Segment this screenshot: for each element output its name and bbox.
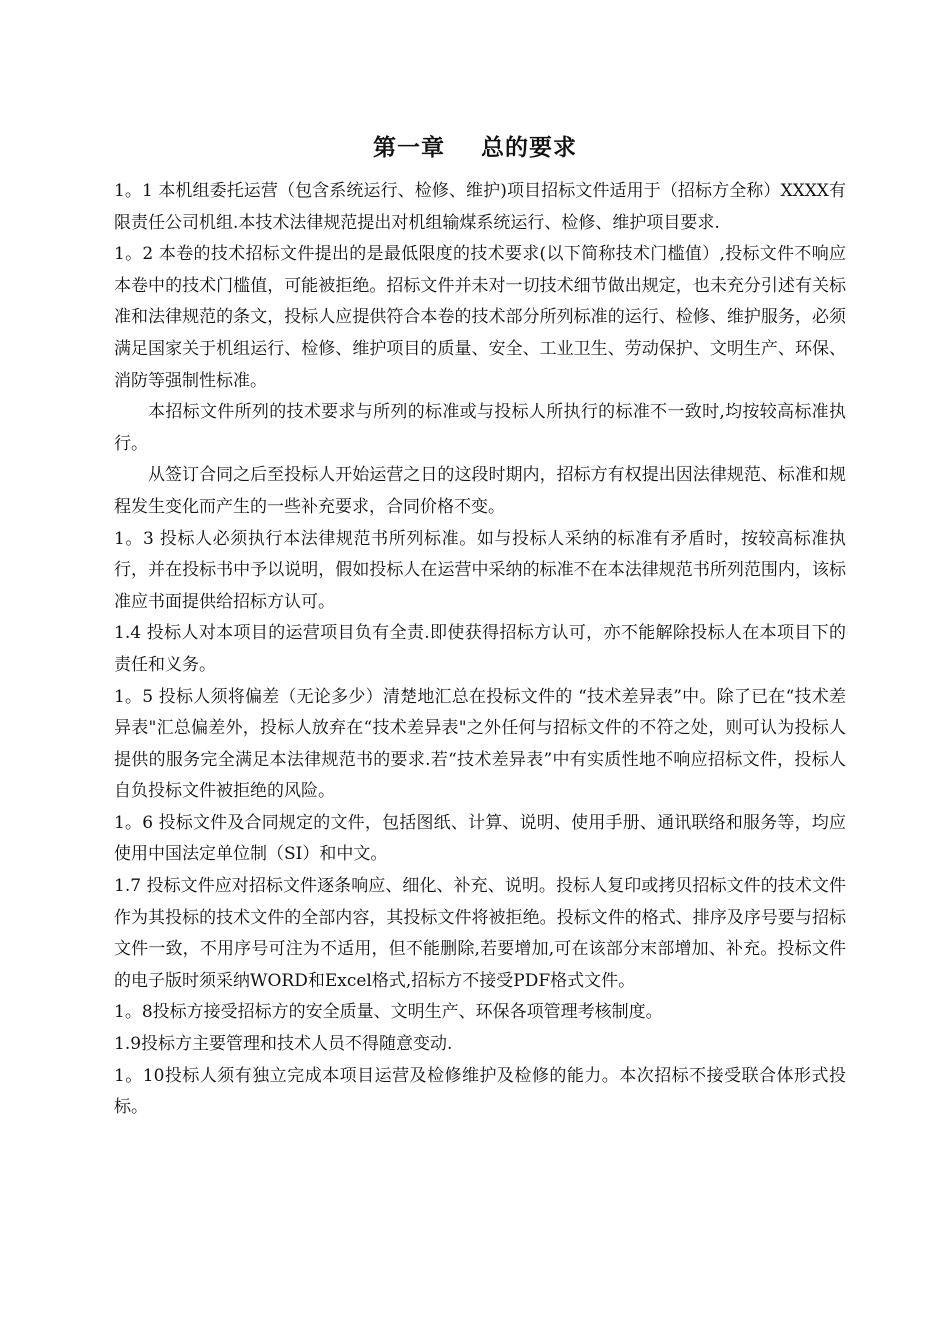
paragraph-1-1: 1。1 本机组委托运营（包含系统运行、检修、维护)项目招标文件适用于（招标方全称）XXXX有限责任公司机组.本技术法律规范提出对机组输煤系统运行、检修、维护项目要求. bbox=[114, 181, 846, 233]
paragraph-1-2: 1。2 本卷的技术招标文件提出的是最低限度的技术要求(以下简称技术门槛值）,投标文件不响应本卷中的技术门槛值，可能被拒绝。招标文件并未对一切技术细节做出规定，也未充分引述有关标准和法律规范的条文，投标人应提供符合本卷的技术部分所列标准的运行、检修、维护服务，必须满足国家关于机组运行、检修、维护项目的质量、安全、工业卫生、劳动保护、文明生产、环保、消防等强制性标准。 bbox=[114, 244, 846, 391]
paragraph-1-7: 1.7 投标文件应对招标文件逐条响应、细化、补充、说明。投标人复印或拷贝招标文件的技术文件作为其投标的技术文件的全部内容，其投标文件将被拒绝。投标文件的格式、排序及序号要与招标文件一致，不用序号可注为不适用，但不能删除,若要增加,可在该部分末部增加、补充。投标文件的电子版时须采纳WORD和Excel格式,招标方不接受PDF格式文件。 bbox=[114, 876, 846, 991]
paragraph-1-3: 1。3 投标人必须执行本法律规范书所列标准。如与投标人采纳的标准有矛盾时，按较高标准执行，并在投标书中予以说明，假如投标人在运营中采纳的标准不在本法律规范书所列范围内，该标准应书面提供给招标方认可。 bbox=[114, 528, 846, 612]
paragraph-1-9: 1.9投标方主要管理和技术人员不得随意变动. bbox=[114, 1034, 453, 1055]
document-body bbox=[114, 176, 846, 1124]
paragraph-1-8: 1。8投标方接受招标方的安全质量、文明生产、环保各项管理考核制度。 bbox=[114, 1002, 663, 1023]
paragraph-1-10: 1。10投标人须有独立完成本项目运营及检修维护及检修的能力。本次招标不接受联合体形式投标。 bbox=[114, 1065, 846, 1118]
paragraph-higher-standard: 本招标文件所列的技术要求与所列的标准或与投标人所执行的标准不一致时,均按较高标准执行。 bbox=[114, 402, 846, 454]
chapter-title: 第一章 总的要求 bbox=[372, 135, 578, 161]
paragraph-1-5: 1。5 投标人须将偏差（无论多少）清楚地汇总在投标文件的 “技术差异表”中。除了已在“技术差异表"汇总偏差外，投标人放弃在“技术差异表"之外任何与招标文件的不符之处，则可认为投标人提供的服务完全满足本法律规范书的要求.若“技术差异表”中有实质性地不响应招标文件，投标人自负投标文件被拒绝的风险。 bbox=[114, 686, 846, 802]
paragraph-1-4: 1.4 投标人对本项目的运营项目负有全责.即使获得招标方认可，亦不能解除投标人在本项目下的责任和义务。 bbox=[114, 623, 846, 675]
paragraph-supplementary-requirements: 从签订合同之后至投标人开始运营之日的这段时期内，招标方有权提出因法律规范、标准和规程发生变化而产生的一些补充要求，合同价格不变。 bbox=[114, 465, 846, 517]
paragraph-1-6: 1。6 投标文件及合同规定的文件，包括图纸、计算、说明、使用手册、通讯联络和服务等，均应使用中国法定单位制（SI）和中文。 bbox=[114, 812, 846, 865]
